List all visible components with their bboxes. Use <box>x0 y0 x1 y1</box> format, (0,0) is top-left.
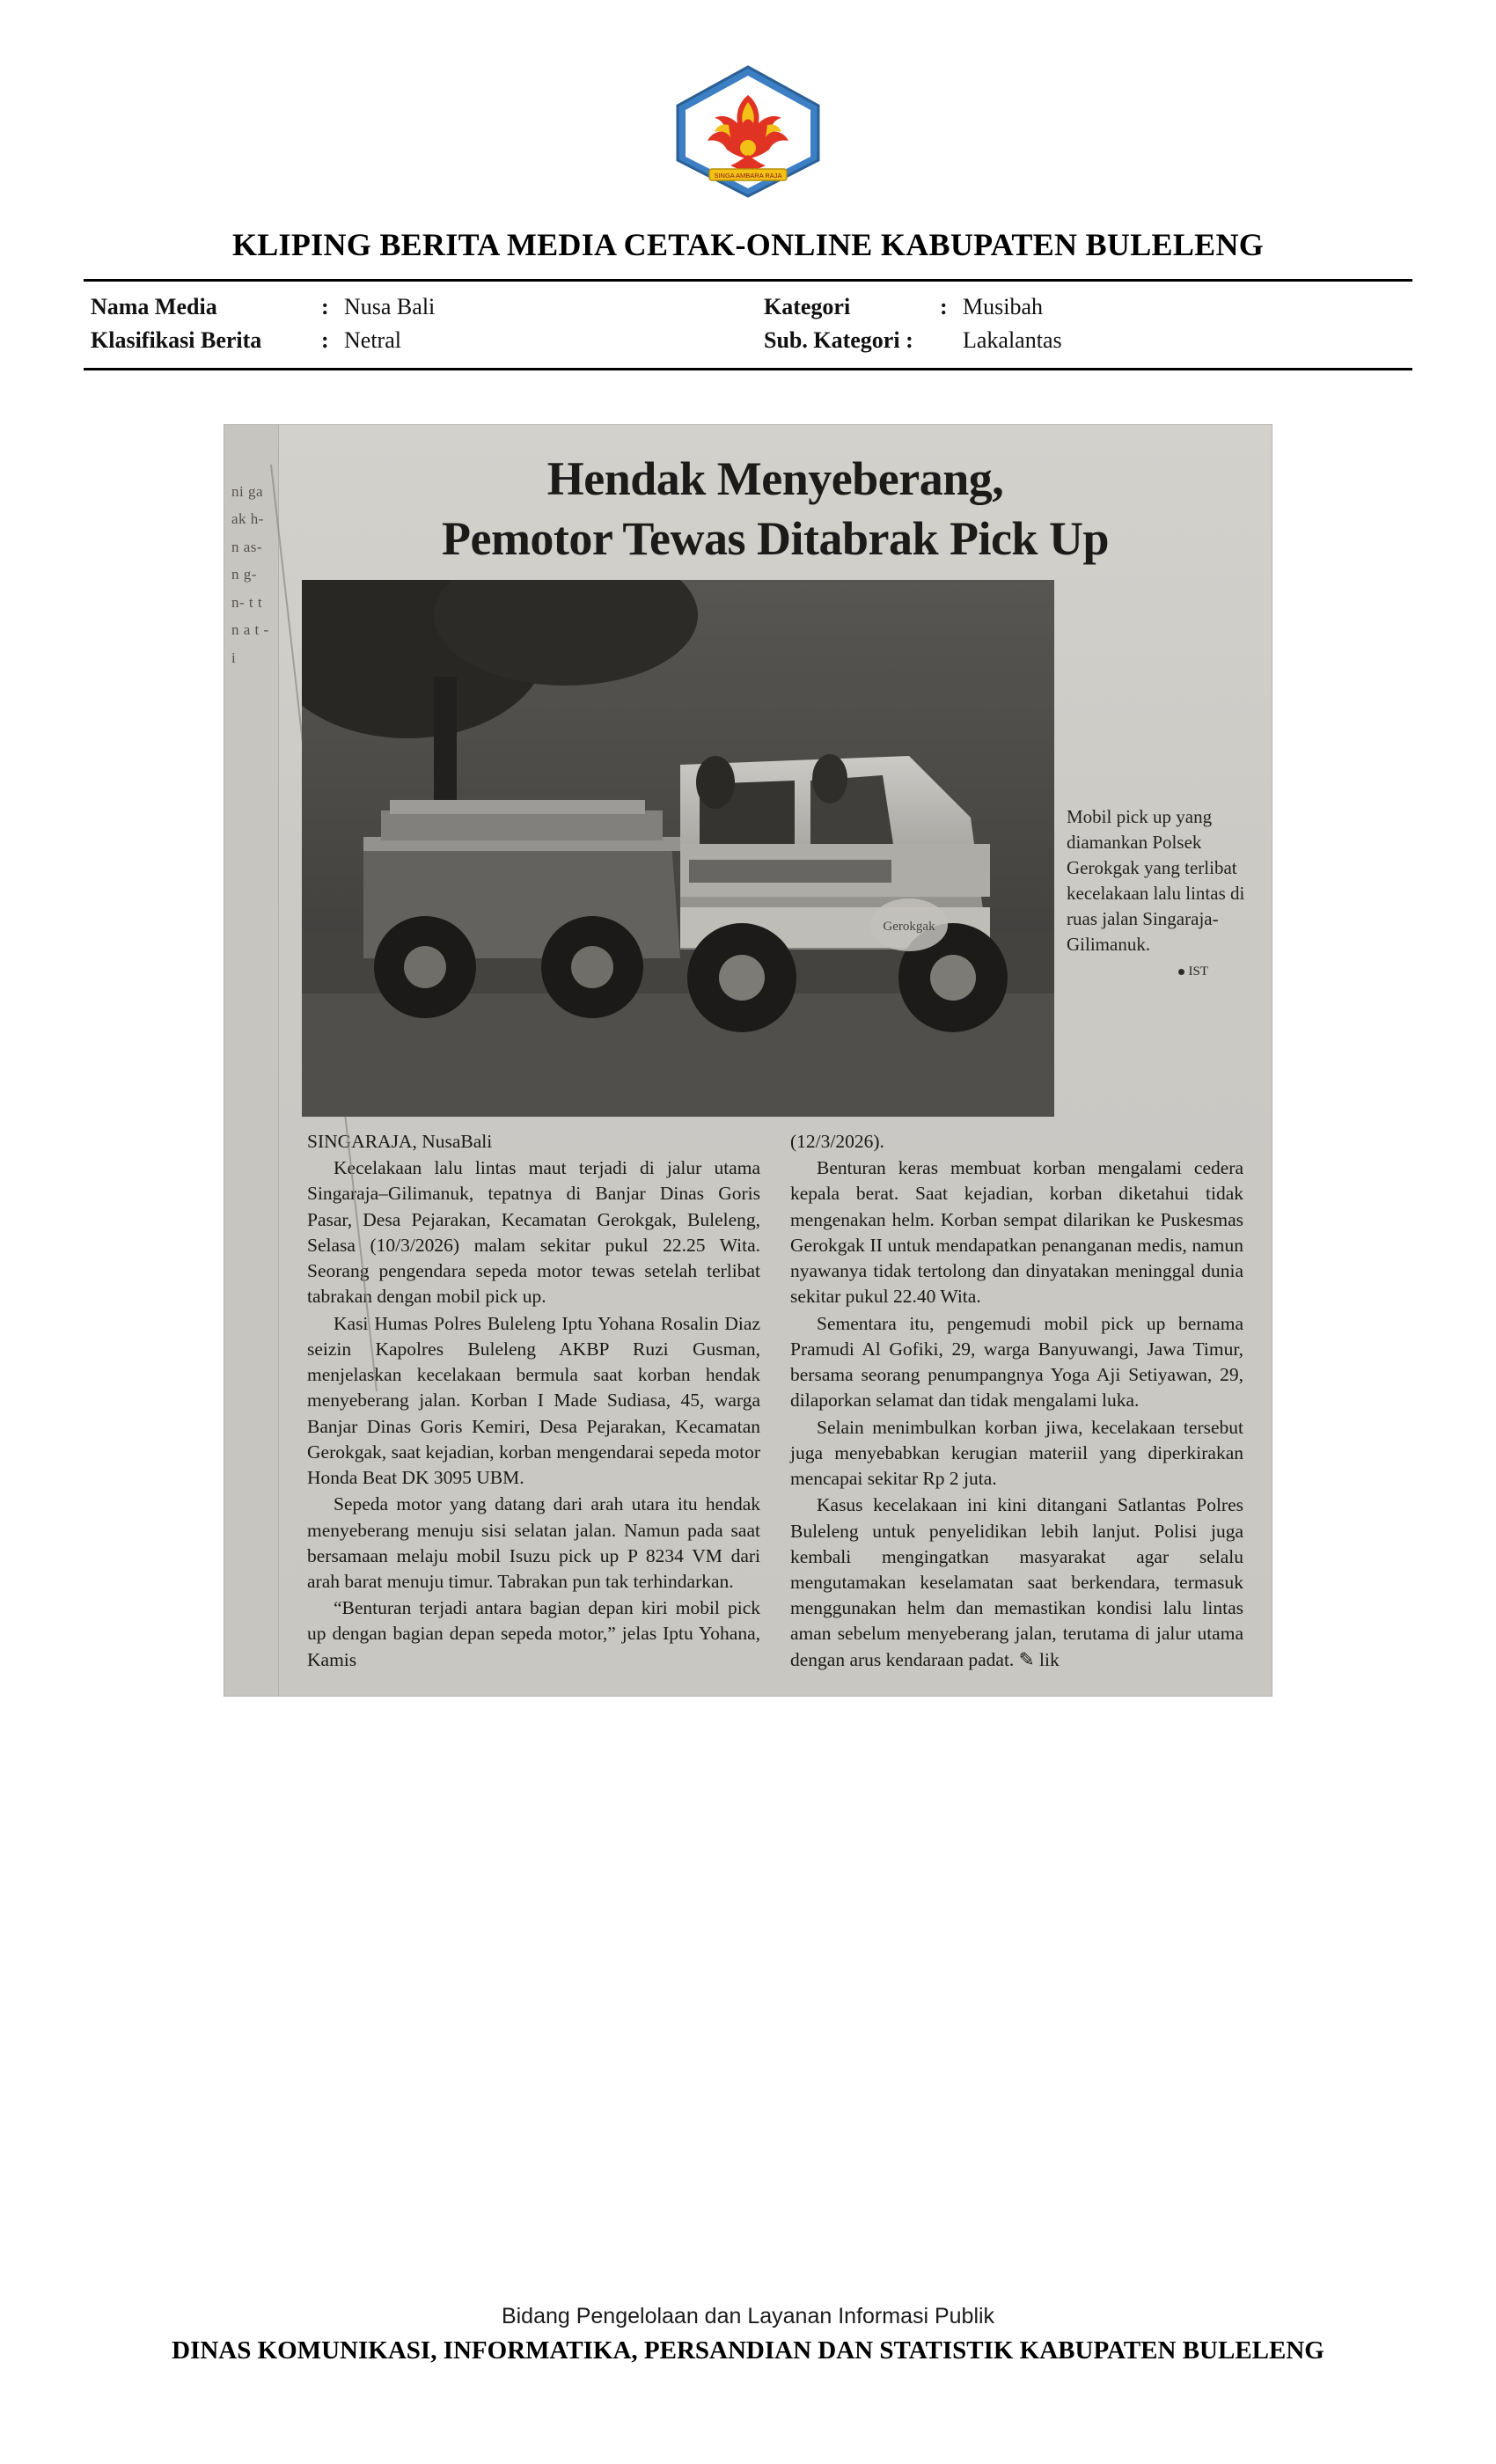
photo-caption: Mobil pick up yang diamankan Polsek Gerokgak yang terlibat kecelakaan lalu lintas di ruas jalan Singaraja-Gilimanuk. <box>1067 806 1245 955</box>
paragraph: Kasi Humas Polres Buleleng Iptu Yohana Rosalin Diaz seizin Kapolres Buleleng AKBP Ruzi Gusman, menjelaskan kecelakaan bermula saat korban hendak menyeberang jalan. Korban I Made Sudiasa, 45, warga Banjar Dinas Goris Kemiri, Desa Pejarakan, Kecamatan Gerokgak, saat kejadian, korban mengendarai sepeda motor Honda Beat DK 3095 UBM. <box>307 1312 760 1489</box>
clipping-body <box>279 425 1272 1696</box>
colon: : <box>321 327 329 353</box>
page-title: KLIPING BERITA MEDIA CETAK-ONLINE KABUPATEN BULELENG <box>231 227 1265 262</box>
news-clipping-image <box>224 425 1272 1696</box>
page-footer <box>0 2304 1496 2365</box>
value-klasifikasi-berita: Netral <box>344 327 401 353</box>
paragraph: (12/3/2026). <box>790 1131 884 1152</box>
logo-container <box>84 0 1412 200</box>
photo-row <box>302 580 1249 1117</box>
label-kategori: Kategori <box>764 294 851 319</box>
label-klasifikasi-berita: Klasifikasi Berita <box>91 327 262 353</box>
photo-credit <box>1067 964 1249 979</box>
dateline: SINGARAJA, NusaBali <box>307 1131 493 1152</box>
metadata-table <box>84 279 1412 370</box>
paragraph: Kasus kecelakaan ini kini ditangani Satlantas Polres Buleleng untuk penyelidikan lebih lanjut. Polisi juga kembali mengingatkan masyarakat agar selalu mengutamakan keselamatan saat berkendara, termasuk menggunakan helm dan memastikan kondisi lalu lintas aman sebelum menyeberang jalan, terutama di jalur utama dengan arus kendaraan padat. ✎ lik <box>790 1494 1243 1670</box>
clipping-edge-text: ni ga ak h- n as- n g- n- t t n a t - i <box>224 425 279 1696</box>
footer-agency-line: DINAS KOMUNIKASI, INFORMATIKA, PERSANDIAN DAN STATISTIK KABUPATEN BULELENG <box>172 2336 1324 2365</box>
photo-credit-text: IST <box>1188 964 1208 979</box>
svg-text:SINGA AMBARA RAJA: SINGA AMBARA RAJA <box>714 172 782 180</box>
headline-line-1: Hendak Menyeberang, <box>546 452 1004 505</box>
metadata-row <box>84 290 1412 324</box>
value-kategori: Musibah <box>963 294 1043 319</box>
paragraph: “Benturan terjadi antara bagian depan kiri mobil pick up dengan bagian depan sepeda motor,” jelas Iptu Yohana, Kamis <box>307 1597 760 1670</box>
svg-text:Gerokgak: Gerokgak <box>883 920 935 934</box>
value-sub-kategori: Lakalantas <box>963 327 1062 353</box>
metadata-row <box>84 324 1412 357</box>
colon: : <box>321 294 329 319</box>
headline-line-2: Pemotor Tewas Ditabrak Pick Up <box>441 512 1109 565</box>
paragraph: Benturan keras membuat korban mengalami cedera kepala berat. Saat kejadian, korban diketahui tidak mengenakan helm. Korban sempat dilarikan ke Puskesmas Gerokgak II untuk mendapatkan penanganan medis, namun nyawanya tidak tertolong dan dinyatakan meninggal dunia sekitar pukul 22.40 Wita. <box>790 1157 1243 1308</box>
paragraph: Selain menimbulkan korban jiwa, kecelakaan tersebut juga menyebabkan kerugian materiil yang diperkirakan mencapai sekitar Rp 2 juta. <box>790 1416 1243 1490</box>
article-column-left <box>307 1129 760 1673</box>
colon: : <box>940 294 948 319</box>
credit-bullet-icon <box>1178 969 1184 975</box>
paragraph: Sementara itu, pengemudi mobil pick up bernama Pramudi Al Gofiki, 29, warga Banyuwangi, Jawa Timur, bersama seorang penumpangnya Yoga Aji Setiyawan, 29, dilaporkan selamat dan tidak mengalami luka. <box>790 1312 1243 1412</box>
article-columns <box>302 1129 1249 1673</box>
accident-photo <box>302 580 1054 1117</box>
garuda-logo-icon <box>672 63 824 200</box>
clipping-inner <box>224 425 1272 1696</box>
label-nama-media: Nama Media <box>91 294 217 319</box>
value-nama-media: Nusa Bali <box>344 294 436 319</box>
paragraph: Sepeda motor yang datang dari arah utara itu hendak menyeberang menuju sisi selatan jalan. Namun pada saat bersamaan melaju mobil Isuzu pick up P 8234 VM dari arah barat menuju timur. Tabrakan pun tak terhindarkan. <box>307 1493 760 1592</box>
paragraph: Kecelakaan lalu lintas maut terjadi di jalur utama Singaraja–Gilimanuk, tepatnya di Banjar Dinas Goris Pasar, Desa Pejarakan, Kecamatan Gerokgak, Buleleng, Selasa (10/3/2026) malam sekitar pukul 22.25 Wita. Seorang pengendara sepeda motor tewas setelah terlibat tabrakan dengan mobil pick up. <box>307 1157 760 1308</box>
article-column-right <box>790 1129 1243 1673</box>
label-sub-kategori: Sub. Kategori : <box>764 327 913 353</box>
footer-department-line: Bidang Pengelolaan dan Layanan Informasi Publik <box>501 2304 995 2328</box>
